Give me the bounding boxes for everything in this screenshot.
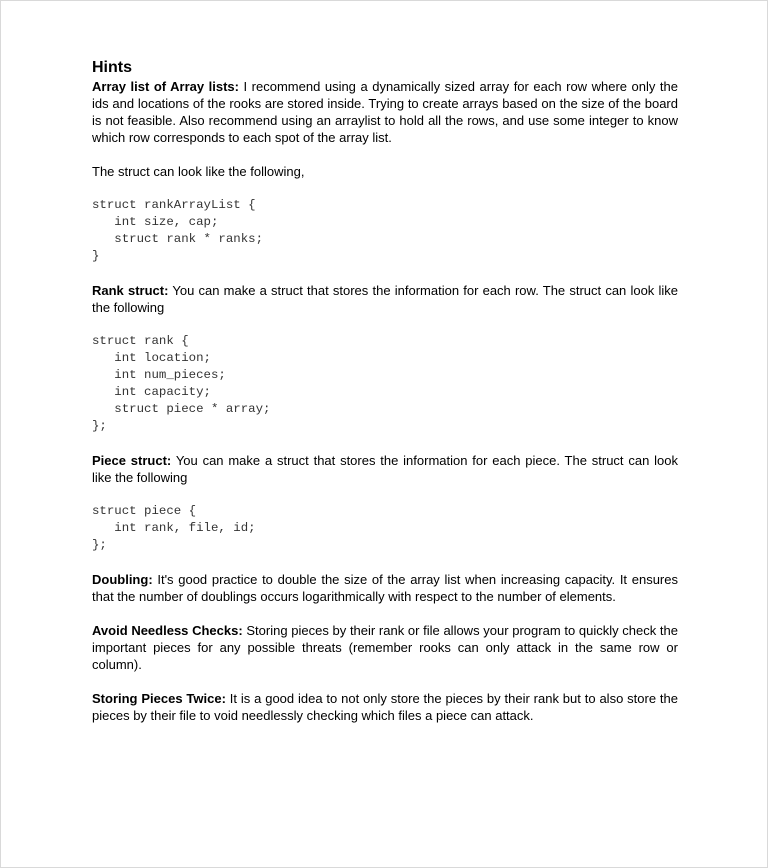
avoid-checks-text: Storing pieces by their rank or file allows your program to quickly check the important pieces for any possible threats (remember rooks can only attack in the same row or column).: [92, 623, 679, 672]
piece-struct-text: You can make a struct that stores the information for each piece. The struct can look like the following: [92, 453, 678, 485]
code-rank-array-list: struct rankArrayList { int size, cap; struct rank * ranks; }: [92, 198, 264, 263]
avoid-checks-paragraph: [92, 622, 678, 673]
avoid-checks-label: Avoid Needless Checks:: [92, 623, 243, 638]
code-piece-struct: struct piece { int rank, file, id; };: [92, 504, 256, 552]
rank-struct-text: You can make a struct that stores the information for each row. The struct can look like the following: [92, 283, 679, 315]
page-title: Hints: [92, 59, 132, 76]
piece-struct-label: Piece struct:: [92, 453, 172, 468]
rank-struct-paragraph: [92, 282, 678, 316]
array-list-paragraph: [92, 78, 678, 146]
storing-twice-paragraph: [92, 690, 678, 724]
code-rank-struct: struct rank { int location; int num_pieces; int capacity; struct piece * array; };: [92, 334, 271, 433]
storing-twice-label: Storing Pieces Twice:: [92, 691, 226, 706]
struct-intro: The struct can look like the following,: [92, 164, 305, 179]
document-content: [92, 58, 678, 724]
array-list-label: Array list of Array lists:: [92, 79, 239, 94]
storing-twice-text: It is a good idea to not only store the pieces by their rank but to also store the pieces by their file to void needlessly checking which files a piece can attack.: [92, 691, 678, 723]
doubling-paragraph: [92, 571, 678, 605]
doubling-label: Doubling:: [92, 572, 153, 587]
doubling-text: It's good practice to double the size of the array list when increasing capacity. It ensures that the number of doublings occurs logarithmically with respect to the number of elements.: [92, 572, 678, 604]
array-list-text: I recommend using a dynamically sized array for each row where only the ids and locations of the rooks are stored inside. Trying to create arrays based on the size of the board is not feasible. Also recommend using an arraylist to hold all the rows, and use some integer to know which row corresponds to each spot of the array list.: [92, 79, 678, 145]
piece-struct-paragraph: [92, 452, 678, 486]
rank-struct-label: Rank struct:: [92, 283, 169, 298]
